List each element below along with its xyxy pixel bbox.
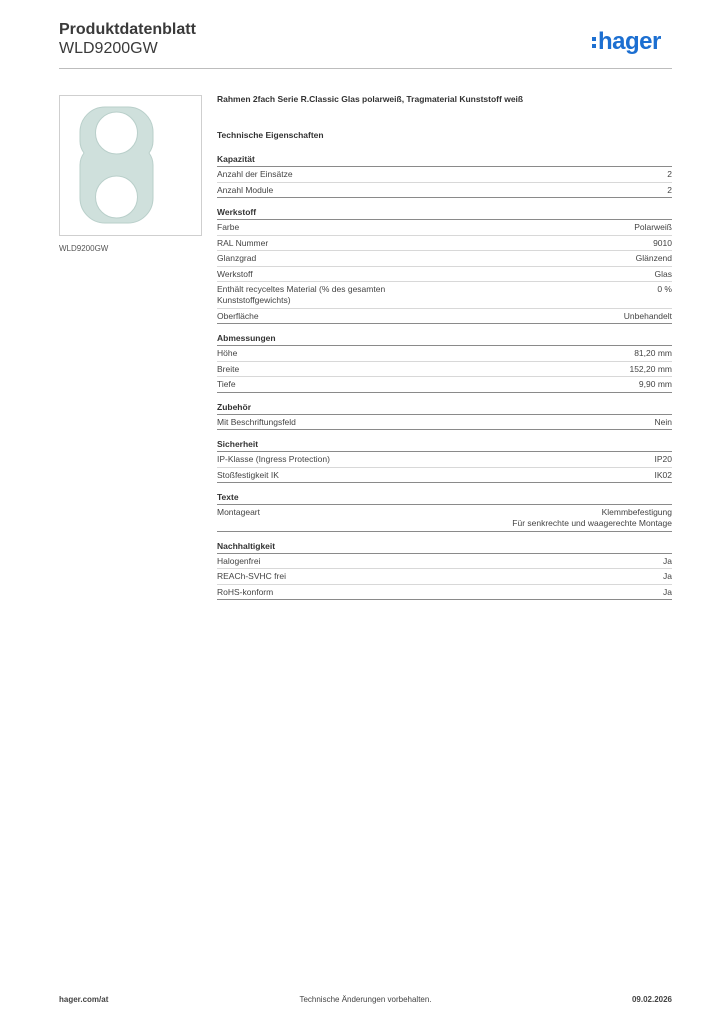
spec-row: [217, 309, 672, 325]
product-image: [59, 95, 202, 236]
spec-row: [217, 220, 672, 236]
spec-group: [217, 439, 672, 483]
spec-label: RAL Nummer: [217, 237, 269, 248]
spec-value-line: Ja: [663, 586, 672, 597]
spec-label: Tiefe: [217, 379, 236, 389]
document-header: [59, 20, 196, 58]
page-title: Produktdatenblatt: [59, 21, 196, 38]
logo-dots-icon: [592, 34, 596, 51]
spec-row: [217, 585, 672, 601]
group-title: Kapazität: [217, 154, 672, 167]
spec-value-line: 9010: [653, 237, 672, 248]
hager-logo: [592, 28, 661, 56]
spec-value: [663, 571, 672, 582]
spec-label: Farbe: [217, 222, 240, 232]
spec-label: Enthält recyceltes Material (% des gesamten Kunststoffgewichts): [217, 284, 386, 305]
spec-value-line: 81,20 mm: [634, 348, 672, 358]
spec-group: [217, 541, 672, 601]
spec-value-line: 2: [667, 169, 672, 179]
spec-value: [624, 311, 672, 322]
spec-row: [217, 452, 672, 468]
spec-value: [667, 169, 672, 180]
spec-label: Halogenfrei: [217, 555, 261, 566]
footer-date: 09.02.2026: [631, 995, 672, 1004]
spec-value: [634, 348, 672, 359]
spec-label: Höhe: [217, 348, 238, 358]
spec-value: [629, 364, 672, 375]
spec-value: [512, 507, 672, 529]
spec-row: [217, 415, 672, 431]
spec-label: Anzahl Module: [217, 184, 274, 195]
spec-row: [217, 267, 672, 283]
spec-value: [653, 238, 672, 249]
group-title: Sicherheit: [217, 439, 672, 452]
spec-groups: [217, 154, 672, 600]
spec-value: [636, 253, 672, 264]
spec-value: [634, 222, 672, 233]
spec-row: [217, 282, 672, 309]
spec-label: RoHS-konform: [217, 586, 274, 597]
spec-value: [667, 185, 672, 196]
spec-value-line: 2: [667, 184, 672, 195]
spec-row: [217, 167, 672, 183]
spec-value: [663, 556, 672, 567]
spec-group: [217, 492, 672, 532]
spec-value: [639, 379, 672, 390]
spec-label: Glanzgrad: [217, 253, 257, 263]
spec-value-line: Glänzend: [635, 253, 672, 263]
spec-row: [217, 569, 672, 585]
spec-value-line: Klemmbefestigung: [601, 507, 672, 517]
spec-value-line: 0 %: [657, 284, 672, 294]
spec-value-line: Glas: [654, 268, 672, 279]
double-frame-image: [60, 96, 201, 235]
spec-value: [655, 454, 673, 465]
spec-value: [655, 470, 673, 481]
spec-label: REACh-SVHC frei: [217, 571, 286, 581]
spec-row: [217, 377, 672, 393]
spec-label: Werkstoff: [217, 268, 253, 279]
header-divider: [59, 68, 672, 69]
spec-row: [217, 346, 672, 362]
spec-label: IP-Klasse (Ingress Protection): [217, 454, 330, 464]
group-title: Nachhaltigkeit: [217, 541, 672, 554]
spec-value-line: IP20: [654, 454, 672, 464]
spec-value: [657, 284, 672, 306]
spec-value-line: Ja: [663, 555, 672, 566]
product-title: Rahmen 2fach Serie R.Classic Glas polarweiß, Tragmaterial Kunststoff weiß: [217, 94, 524, 104]
spec-label: Montageart: [217, 507, 260, 517]
group-title: Abmessungen: [217, 333, 672, 346]
spec-value-line: Nein: [654, 416, 672, 427]
spec-row: [217, 362, 672, 378]
spec-value: [655, 269, 672, 280]
spec-value: [655, 417, 672, 428]
spec-row: [217, 468, 672, 484]
spec-label: Oberfläche: [217, 310, 259, 321]
spec-row: [217, 183, 672, 199]
spec-value-line: 9,90 mm: [638, 379, 672, 389]
spec-value-line: 152,20 mm: [629, 363, 672, 374]
spec-group: [217, 154, 672, 198]
spec-row: [217, 505, 672, 532]
footer-disclaimer: Technische Änderungen vorbehalten.: [299, 995, 432, 1004]
spec-value-line: Ja: [663, 571, 672, 581]
footer-website: hager.com/at: [59, 995, 109, 1004]
spec-label: Anzahl der Einsätze: [217, 169, 293, 179]
spec-group: [217, 402, 672, 431]
logo-text: hager: [598, 28, 661, 55]
spec-row: [217, 236, 672, 252]
spec-content: [217, 94, 672, 609]
group-title: Zubehör: [217, 402, 672, 415]
spec-value-line: Für senkrechte und waagerechte Montage: [512, 518, 672, 528]
group-title: Texte: [217, 492, 672, 505]
image-caption: WLD9200GW: [59, 244, 109, 253]
section-heading: Technische Eigenschaften: [217, 130, 324, 140]
spec-label: Mit Beschriftungsfeld: [217, 416, 296, 427]
spec-label: Breite: [217, 363, 240, 374]
spec-value-line: IK02: [654, 469, 672, 480]
spec-value-line: Polarweiß: [634, 222, 672, 232]
group-title: Werkstoff: [217, 207, 672, 220]
spec-group: [217, 207, 672, 324]
spec-value: [663, 587, 672, 598]
spec-row: [217, 554, 672, 570]
spec-label: Stoßfestigkeit IK: [217, 469, 279, 480]
spec-value-line: Unbehandelt: [623, 310, 672, 321]
spec-group: [217, 333, 672, 393]
spec-row: [217, 251, 672, 267]
page-subtitle: WLD9200GW: [59, 40, 158, 57]
